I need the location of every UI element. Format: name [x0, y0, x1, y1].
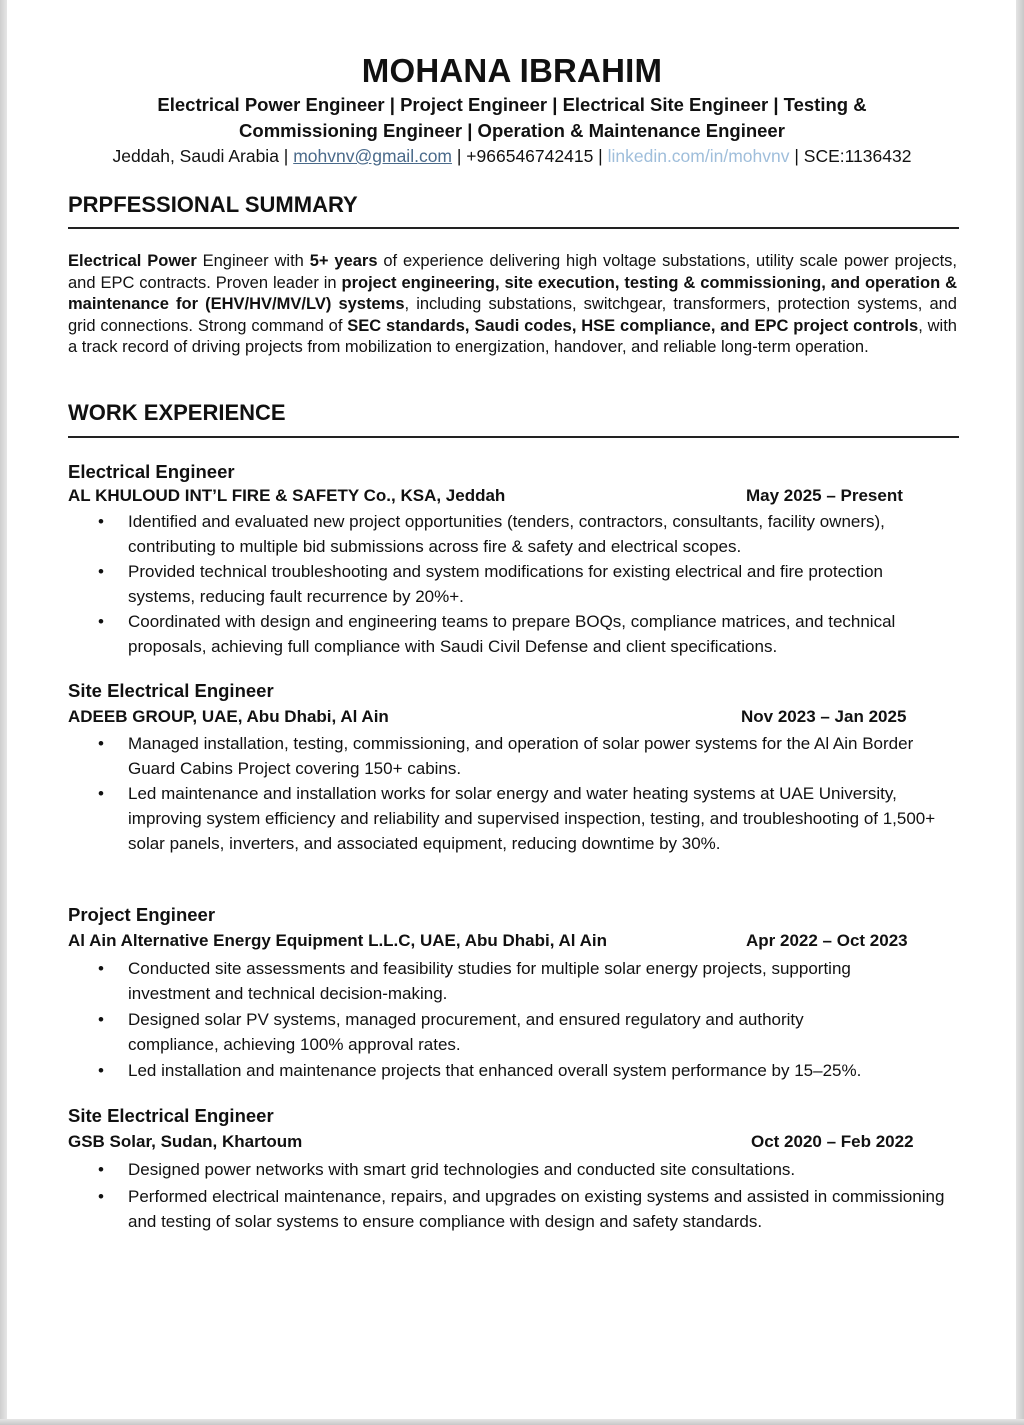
summary-paragraph [68, 251, 957, 359]
summary-text: of experience delivering high voltage substations, utility scale power projects, and EPC contracts. Proven leader in [68, 252, 957, 292]
summary-emphasis: Electrical Power [68, 252, 197, 270]
job-dates: May 2025 – Present [746, 486, 903, 505]
phone: +966546742415 [466, 146, 594, 166]
job-company: Al Ain Alternative Energy Equipment L.L.C, UAE, Abu Dhabi, Al Ain [68, 931, 607, 950]
job-dates: Nov 2023 – Jan 2025 [741, 707, 907, 726]
summary-heading: PRPFESSIONAL SUMMARY [68, 192, 358, 217]
summary-text: , including substations, switchgear, transformers, protection systems, and grid connections. Strong command of [68, 295, 957, 335]
candidate-name: MOHANA IBRAHIM [361, 52, 663, 89]
summary-text: , with a track record of driving projects from mobilization to energization, handover, and reliable long-term operation. [68, 316, 957, 357]
page-edge-left [0, 0, 7, 1425]
job-bullets [98, 510, 928, 659]
contact-line [0, 145, 1024, 167]
job-bullets [98, 956, 948, 1083]
page-edge-right [1016, 0, 1024, 1425]
summary-emphasis: SEC standards, Saudi codes, HSE compliance, and EPC project controls [347, 316, 919, 335]
summary-emphasis: project engineering, site execution, testing & commissioning, and operation & maintenance for (EHV/HV/MV/LV) systems [68, 273, 957, 314]
separator: | [593, 146, 608, 166]
job-company: ADEEB GROUP, UAE, Abu Dhabi, Al Ain [68, 707, 389, 726]
bullet-item: • Designed solar PV systems, managed procurement, and ensured regulatory and authority compliance, achieving 100% approval rates. [98, 1007, 948, 1057]
job-company: AL KHULOUD INT’L FIRE & SAFETY Co., KSA, Jeddah [68, 486, 506, 505]
bullet-item: • Managed installation, testing, commissioning, and operation of solar power systems for the Al Ain Border Guard Cabins Project covering 150+ cabins. [98, 731, 958, 781]
summary-emphasis: 5+ years [309, 252, 378, 270]
job-title: Site Electrical Engineer [68, 680, 274, 701]
titles-line-1: Electrical Power Engineer | Project Engineer | Electrical Site Engineer | Testing & [157, 94, 867, 115]
bullet-item: • Conducted site assessments and feasibility studies for multiple solar energy projects, supporting investment and technical decision-making. [98, 956, 948, 1006]
job-dates: Apr 2022 – Oct 2023 [746, 931, 908, 950]
titles-line-2: Commissioning Engineer | Operation & Maintenance Engineer [239, 120, 785, 141]
email-link[interactable]: mohvnv@gmail.com [293, 146, 453, 166]
professional-titles [0, 92, 1024, 144]
bullet-item: • Performed electrical maintenance, repairs, and upgrades on existing systems and assisted in commissioning and testing of solar systems to ensure compliance with design and safety standards. [98, 1184, 964, 1235]
bullet-item: • Led installation and maintenance projects that enhanced overall system performance by 15–25%. [98, 1058, 948, 1083]
separator: | [789, 146, 804, 166]
bullet-item: • Coordinated with design and engineering teams to prepare BOQs, compliance matrices, and technical proposals, achieving full compliance with Saudi Civil Defense and client specifications. [98, 610, 928, 659]
section-divider [68, 227, 959, 229]
bullet-item: • Provided technical troubleshooting and system modifications for existing electrical and fire protection systems, reducing fault recurrence by 20%+. [98, 560, 928, 609]
job-bullets [98, 1157, 964, 1235]
job-company: GSB Solar, Sudan, Khartoum [68, 1132, 303, 1151]
job-bullets [98, 731, 958, 856]
bullet-item: • Designed power networks with smart grid technologies and conducted site consultations. [98, 1157, 964, 1183]
location: Jeddah, Saudi Arabia [112, 146, 279, 166]
experience-heading: WORK EXPERIENCE [68, 400, 286, 425]
section-divider [68, 436, 959, 438]
linkedin-link[interactable]: linkedin.com/in/mohvnv [607, 146, 790, 166]
bullet-item: • Identified and evaluated new project opportunities (tenders, contractors, consultants, facility owners), contributing to multiple bid submissions across fire & safety and electrical scopes. [98, 510, 928, 559]
job-title: Site Electrical Engineer [68, 1105, 274, 1126]
separator: | [278, 146, 294, 166]
summary-text: Engineer with [196, 252, 310, 270]
separator: | [452, 146, 467, 166]
job-title: Electrical Engineer [68, 461, 235, 482]
bullet-item: • Led maintenance and installation works for solar energy and water heating systems at UAE University, improving system efficiency and reliability and supervised inspection, testing, and troubleshooting of 1,500+ solar panels, inverters, and associated equipment, reducing downtime by 30%. [98, 781, 958, 856]
job-dates: Oct 2020 – Feb 2022 [751, 1132, 914, 1151]
page-edge-bottom [0, 1419, 1024, 1425]
sce-number: SCE:1136432 [803, 146, 912, 166]
job-title: Project Engineer [68, 904, 216, 925]
